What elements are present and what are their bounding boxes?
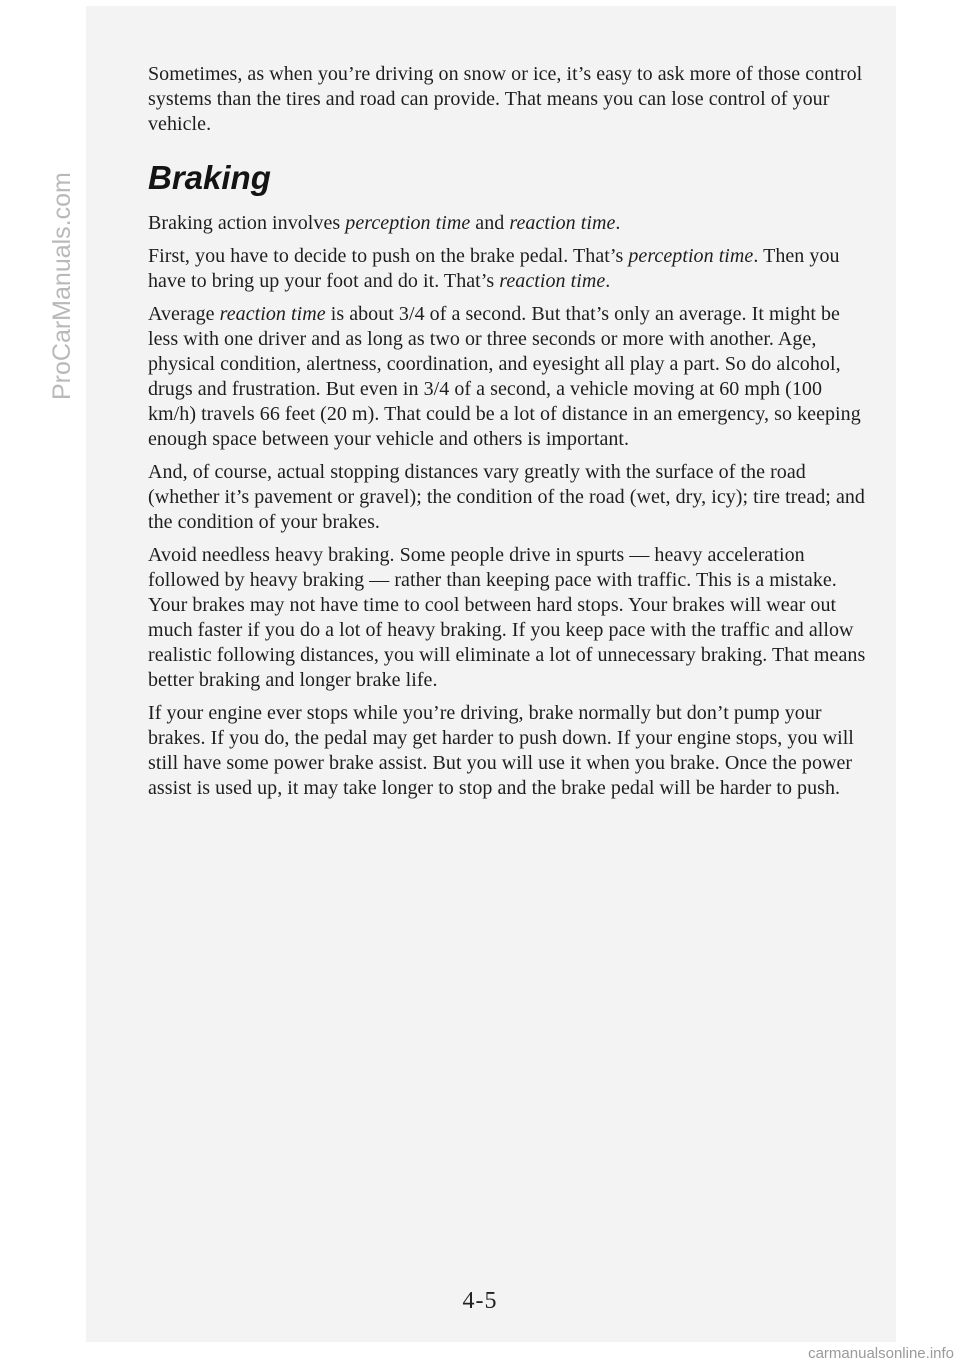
emphasis: perception time: [345, 212, 471, 234]
emphasis: perception time: [628, 245, 754, 267]
perception-paragraph: [148, 244, 868, 294]
braking-action-paragraph: [148, 211, 868, 236]
text: First, you have to decide to push on the brake pedal. That’s: [148, 245, 629, 267]
section-heading: Braking: [148, 159, 271, 196]
side-watermark: [0, 0, 76, 1366]
side-watermark-text: ProCarManuals.com: [48, 172, 76, 400]
text: is about 3/4 of a second. But that’s only an average. It might be less with one driver and as long as two or three seconds or more with another. Age, physical condition, alertness, coordination, and eyesight all play a part. So do alcohol, drugs and frustration. But even in 3/4 of a second, a vehicle moving at 60 mph (100 km/h) travels 66 feet (20 m). That could be a lot of distance in an emergency, so keeping enough space between your vehicle and others is important.: [148, 303, 861, 450]
emphasis: reaction time: [499, 270, 606, 292]
text: Average: [148, 303, 220, 325]
intro-paragraph: Sometimes, as when you’re driving on snow or ice, it’s easy to ask more of those control systems than the tires and road can provide. That means you can lose control of your vehicle.: [148, 63, 863, 135]
stopping-distance-paragraph: And, of course, actual stopping distances vary greatly with the surface of the road (whether it’s pavement or gravel); the condition of the road (wet, dry, icy); tire tread; and the condition of your brakes.: [148, 461, 865, 533]
page-content: [148, 62, 868, 809]
emphasis: reaction time: [219, 303, 326, 325]
text: .: [605, 270, 611, 292]
page-number: 4-5: [462, 1288, 498, 1314]
emphasis: reaction time: [509, 212, 616, 234]
text: Braking action involves: [148, 212, 346, 234]
bottom-watermark: carmanualsonline.info: [808, 1345, 954, 1362]
text: . Then you have to bring up your foot and do it. That’s: [148, 245, 840, 292]
reaction-time-paragraph: [148, 302, 868, 452]
heavy-braking-paragraph: Avoid needless heavy braking. Some people drive in spurts — heavy acceleration followed by heavy braking — rather than keeping pace with traffic. This is a mistake. Your brakes may not have time to cool between hard stops. Your brakes will wear out much faster if you do a lot of heavy braking. If you keep pace with the traffic and allow realistic following distances, you will eliminate a lot of unnecessary braking. That means better braking and longer brake life.: [148, 544, 866, 691]
text: .: [615, 212, 621, 234]
text: and: [470, 212, 510, 234]
engine-stop-paragraph: If your engine ever stops while you’re driving, brake normally but don’t pump your brakes. If you do, the pedal may get harder to push down. If your engine stops, you will still have some power brake assist. But you will use it when you brake. Once the power assist is used up, it may take longer to stop and the brake pedal will be harder to push.: [148, 702, 854, 799]
